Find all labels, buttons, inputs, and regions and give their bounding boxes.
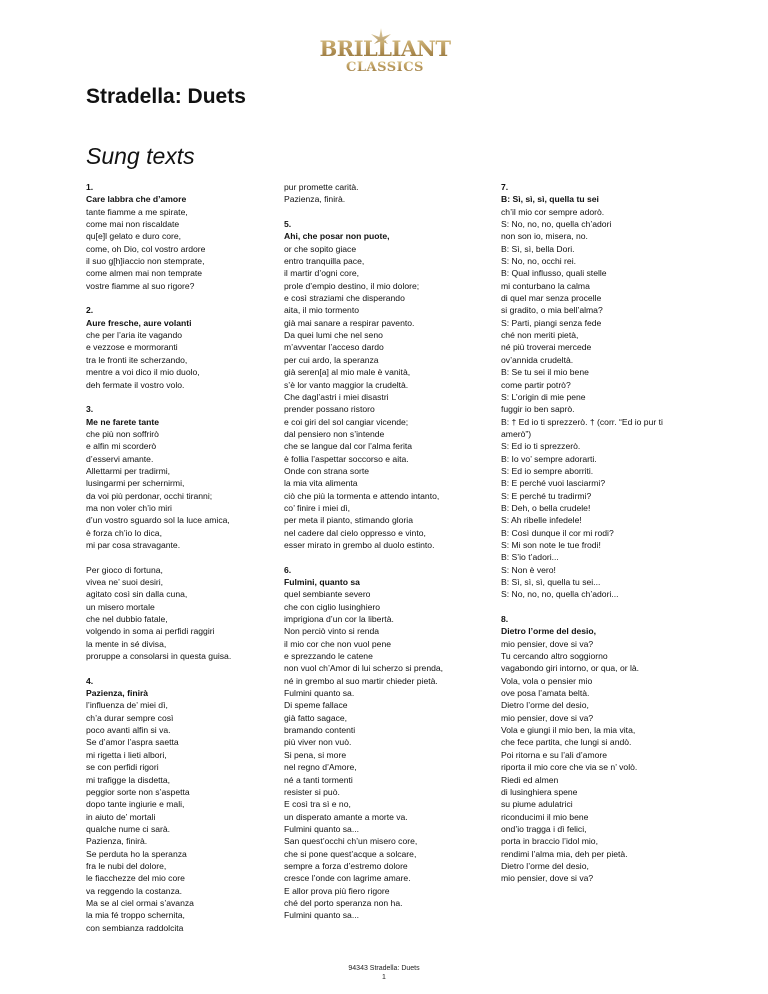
verse-line: Poi ritorna e su l’ali d’amore (501, 749, 608, 760)
verse-heading-line: 2. (86, 305, 94, 316)
verse-line: Vola, vola o pensier mio (501, 675, 593, 686)
verse-line: S: Parti, piangi senza fede (501, 317, 602, 328)
verse-heading-line: 3. (86, 404, 94, 415)
verse-line: come partir potrò? (501, 379, 571, 390)
verse-line: quel sembiante severo (284, 589, 371, 600)
verse-line: come almen mai non temprate (86, 268, 203, 279)
verse-line: co’ finire i miei dì, (284, 502, 351, 513)
verse-line: E allor prova più fiero rigore (284, 885, 390, 896)
verse-line: B: Io vo’ sempre adorarti. (501, 453, 597, 464)
verse-line: pur promette carità. (284, 182, 359, 192)
verse-line: volgendo in soma ai perfidi raggiri (86, 626, 215, 637)
verse-line: S: E perché tu tradirmi? (501, 490, 592, 501)
verse-line: prender possano ristoro (284, 404, 375, 415)
verse-heading-line: Me ne farete tante (86, 416, 160, 427)
verse-line: mi par cosa stravagante. (86, 539, 181, 550)
verse-line: Da quei lumi che nel seno (284, 330, 383, 341)
verse-line: Non perciò vinto si renda (284, 626, 380, 637)
logo-wordmark-top: BRILLIANT (319, 36, 451, 61)
verse-line: ove posa l’amata beltà. (501, 688, 590, 699)
verse-line: la mia fé troppo schernita, (86, 910, 185, 921)
verse-line: peggior sorte non s’aspetta (86, 786, 190, 797)
verse-line: che per l’aria ite vagando (86, 330, 183, 341)
verse-line: Se d’amor l’aspra saetta (86, 737, 179, 748)
verse-line: e sprezzando le catene (284, 651, 373, 662)
verse-line: già seren[a] al mio male è vanità, (284, 367, 411, 378)
verse-line: or che sopito giace (284, 243, 357, 254)
verse-line: B: E perché vuoi lasciarmi? (501, 478, 606, 489)
verse-line: B: Così dunque il cor mi rodi? (501, 527, 614, 538)
verse-line: S: No, no, no, quella ch’adori... (501, 589, 619, 600)
verse-line: il martir d’ogni core, (284, 268, 359, 279)
verse-line: Fulmini quanto sa... (284, 910, 359, 921)
text-column-3 (501, 181, 731, 885)
verse-line: Per gioco di fortuna, (86, 564, 163, 575)
verse-line: mio pensier, dove si va? (501, 712, 594, 723)
verse-line: tra le fronti ite scherzando, (86, 354, 188, 365)
footer-catalog: 94343 Stradella: Duets (348, 965, 420, 972)
verse-line: la mente in sé divisa, (86, 638, 167, 649)
verse-line: un misero mortale (86, 601, 155, 612)
verse-line: Allettarmi per tradirmi, (86, 465, 171, 476)
verse-line: ond’io tragga i dì felici, (501, 823, 587, 834)
verse-line: S: Mi son note le tue frodi! (501, 539, 601, 550)
verse-heading-line: 4. (86, 675, 94, 686)
verse-line: da voi più perdonar, occhi tiranni; (86, 490, 213, 501)
verse-line: riconducimi il mio bene (501, 811, 589, 822)
verse-line: d’un vostro sguardo sol la luce amica, (86, 515, 230, 526)
verse-line: mi conturbano la calma (501, 280, 590, 291)
verse-line: ov’annida crudeltà. (501, 354, 574, 365)
verse-heading-line: 8. (501, 614, 509, 625)
verse-line: s’è lor vanto maggior la crudeltà. (284, 379, 409, 390)
verse-line: S: L’origin di mie pene (501, 391, 586, 402)
verse-line: S: No, no, no, quella ch’adori (501, 219, 612, 230)
verse-line: e vezzose e mormoranti (86, 342, 178, 353)
verse-heading-line: 7. (501, 182, 509, 192)
verse-line: vagabondo giri intorno, or qua, or là. (501, 663, 640, 674)
verse-line: dopo tante ingiurie e mali, (86, 799, 185, 810)
verse-line: va reggendo la costanza. (86, 885, 183, 896)
verse-heading-line: 1. (86, 182, 94, 192)
verse-line: riporta il mio core che via se n’ volò. (501, 762, 638, 773)
verse-line: già mai sanare a respirar pavento. (284, 317, 415, 328)
verse-line: in aiuto de’ mortali (86, 811, 156, 822)
verse-line: B: Deh, o bella crudele! (501, 502, 591, 513)
verse-line: S: Non è vero! (501, 564, 556, 575)
verse-line: le fiacchezze del mio core (86, 873, 185, 884)
verse-heading-line: B: Sì, sì, sì, quella tu sei (501, 194, 599, 205)
verse-line: B: S’io t’adori... (501, 552, 559, 563)
footer-page-number: 1 (382, 974, 386, 981)
brilliant-classics-logo (318, 28, 452, 78)
verse-heading-line: Pazienza, finirà (86, 688, 149, 699)
verse-heading-line: Dietro l’orme del desio, (501, 626, 597, 637)
verse-line: amerò”) (501, 428, 532, 439)
verse-line: il suo g[h]iaccio non stemprate, (86, 256, 205, 267)
verse-line: dal pensiero non s’intende (284, 428, 385, 439)
verse-line: mi rigetta i lieti albori, (86, 749, 167, 760)
verse-line: di lusinghiera spene (501, 786, 578, 797)
verse-line: nel cadere dal cielo oppresso e vinto, (284, 527, 426, 538)
verse-line: lusingarmi per schernirmi, (86, 478, 185, 489)
verse-line: Pazienza, finirà. (86, 836, 148, 847)
verse-line: più viver non vuò. (284, 737, 352, 748)
verse-line: ch’a durar sempre così (86, 712, 174, 723)
verse-line: di quel mar senza procelle (501, 293, 602, 304)
verse-line: che nel dubbio fatale, (86, 614, 168, 625)
verse-line: Se perduta ho la speranza (86, 848, 187, 859)
verse-line: agitato così sin dalla cuna, (86, 589, 188, 600)
verse-line: non vuol ch’Amor di lui scherzo si prenda, (284, 663, 444, 674)
verse-line: B: Qual influsso, quali stelle (501, 268, 607, 279)
verse-line: d’esservi amante. (86, 453, 154, 464)
verse-line: né più troverai mercede (501, 342, 592, 353)
verse-line: Dietro l’orme del desio, (501, 860, 589, 871)
verse-line: Ma se al ciel ormai s’avanza (86, 897, 194, 908)
verse-heading-line: Fulmini, quanto sa (284, 577, 360, 587)
verse-line: Riedi ed almen (501, 774, 559, 785)
stanza-spacer (501, 601, 731, 613)
verse-line: fuggir io ben saprò. (501, 404, 575, 415)
page-footer (0, 964, 768, 982)
verse-heading-line: 5. (284, 219, 292, 230)
verse-line: Che dagl’astri i miei disastri (284, 391, 389, 402)
verse-line: sempre a forza d’estremo dolore (284, 860, 408, 871)
verse-line: già fatto sagace, (284, 712, 348, 723)
verse-line: che con ciglio lusinghiero (284, 601, 381, 612)
verse-line: poco avanti alfin si va. (86, 725, 171, 736)
verse-line: non son io, misera, no. (501, 231, 588, 242)
stanza-spacer (86, 662, 291, 674)
verse-line: S: Ed io sempre aborriti. (501, 465, 594, 476)
verse-line: rendimi l’alma mia, deh per pietà. (501, 848, 628, 859)
verse-line: mi trafigge la disdetta, (86, 774, 171, 785)
verse-line: la mia vita alimenta (284, 478, 358, 489)
verse-line: e alfin mi scorderò (86, 441, 157, 452)
verse-line: resister si può. (284, 786, 340, 797)
verse-line: porta in braccio l’idol mio, (501, 836, 598, 847)
logo-wordmark-bottom: CLASSICS (346, 60, 424, 75)
verse-line: che se langue dal cor l’alma ferita (284, 441, 413, 452)
verse-line: che più non soffrirò (86, 428, 159, 439)
verse-line: come mai non riscaldate (86, 219, 180, 230)
verse-line: nel regno d’Amore, (284, 762, 357, 773)
verse-line: Fulmini quanto sa. (284, 688, 355, 699)
verse-line: ché non meriti pietà, (501, 330, 579, 341)
verse-heading-line: 6. (284, 564, 292, 575)
verse-line: ch’il mio cor sempre adorò. (501, 206, 605, 217)
section-title-sung-texts: Sung texts (86, 143, 195, 169)
verse-line: Pazienza, finirà. (284, 194, 346, 205)
verse-line: qualche nume ci sarà. (86, 823, 171, 834)
verse-line: cresce l’onde con lagrime amare. (284, 873, 411, 884)
verse-line: è follia l’aspettar soccorso e aita. (284, 453, 409, 464)
verse-line: né a tanti tormenti (284, 774, 353, 785)
verse-line: vostre fiamme al suo rigore? (86, 280, 195, 291)
document-title: Stradella: Duets (86, 85, 246, 108)
verse-line: per cui ardo, la speranza (284, 354, 379, 365)
verse-line: E così tra sì e no, (284, 799, 351, 810)
verse-heading-line: Care labbra che d’amore (86, 194, 187, 205)
verse-line: un disperato amante a morte va. (284, 811, 408, 822)
verse-line: aita, il mio tormento (284, 305, 359, 316)
verse-line: che fece partita, che lungi si andò. (501, 737, 632, 748)
verse-line: Fulmini quanto sa... (284, 823, 359, 834)
stanza-spacer (86, 391, 291, 403)
verse-line: se con perfidi rigori (86, 762, 159, 773)
verse-line: prole d’empio destino, il mio dolore; (284, 280, 420, 291)
verse-line: bramando contenti (284, 725, 356, 736)
verse-line: imprigiona d’un cor la libertà. (284, 614, 394, 625)
stanza-spacer (284, 206, 489, 218)
stanza-spacer (86, 292, 291, 304)
verse-line: mentre a voi dico il mio duolo, (86, 367, 200, 378)
verse-line: per meta il pianto, stimando gloria (284, 515, 413, 526)
verse-heading-line: Aure fresche, aure volanti (86, 317, 192, 328)
verse-line: B: Sì, sì, sì, quella tu sei... (501, 577, 601, 587)
verse-heading-line: Ahi, che posar non puote, (284, 231, 390, 242)
verse-line: m’avventar l’acceso dardo (284, 342, 384, 353)
stanza-spacer (86, 551, 291, 563)
verse-line: Si pena, si more (284, 749, 347, 760)
verse-line: B: Se tu sei il mio bene (501, 367, 589, 378)
verse-line: S: Ah ribelle infedele! (501, 515, 582, 526)
verse-line: tante fiamme a me spirate, (86, 206, 188, 217)
verse-line: B: Sì, sì, bella Dori. (501, 243, 575, 254)
verse-line: proruppe a consolarsi in questa guisa. (86, 651, 232, 662)
verse-line: è forza ch’io lo dica, (86, 527, 162, 538)
verse-line: Di speme fallace (284, 700, 348, 711)
verse-line: Onde con strana sorte (284, 465, 370, 476)
verse-line: che si pone quest’acque a solcare, (284, 848, 417, 859)
verse-line: B: † Ed io ti sprezzerò. † (corr. “Ed io pur ti (501, 416, 663, 427)
verse-line: né in grembo al suo martir chieder pietà. (284, 675, 438, 686)
verse-line: si gradito, o mia bell’alma? (501, 305, 603, 316)
verse-line: qu[e]l gelato e duro core, (86, 231, 182, 242)
verse-line: mio pensier, dove si va? (501, 873, 594, 884)
verse-line: su piume adulatrici (501, 799, 573, 810)
verse-line: e così straziami che disperando (284, 293, 405, 304)
verse-line: San quest’occhi ch’un misero core, (284, 836, 418, 847)
verse-line: ma non voler ch’io miri (86, 502, 172, 513)
verse-line: vivea ne’ suoi desiri, (86, 577, 164, 587)
verse-line: fra le nubi del dolore, (86, 860, 167, 871)
verse-line: l’influenza de’ miei dì, (86, 700, 168, 711)
verse-line: mio pensier, dove si va? (501, 638, 594, 649)
verse-line: Dietro l’orme del desio, (501, 700, 589, 711)
verse-line: ciò che più la tormenta e attendo intanto, (284, 490, 440, 501)
verse-line: e coi giri del sol cangiar vicende; (284, 416, 409, 427)
verse-line: esser mirato in grembo al duolo estinto. (284, 539, 435, 550)
text-column-1 (86, 181, 291, 934)
verse-line: ché del porto speranza non ha. (284, 897, 403, 908)
verse-line: il mio cor che non vuol pene (284, 638, 392, 649)
verse-line: con sembianza raddolcita (86, 922, 184, 933)
verse-line: S: Ed io ti sprezzerò. (501, 441, 581, 452)
verse-line: deh fermate il vostro volo. (86, 379, 185, 390)
verse-line: Tu cercando altro soggiorno (501, 651, 608, 662)
verse-line: entro tranquilla pace, (284, 256, 365, 267)
text-column-2 (284, 181, 489, 922)
stanza-spacer (284, 551, 489, 563)
verse-line: S: No, no, occhi rei. (501, 256, 576, 267)
verse-line: Vola e giungi il mio ben, la mia vita, (501, 725, 636, 736)
verse-line: come, oh Dio, col vostro ardore (86, 243, 206, 254)
